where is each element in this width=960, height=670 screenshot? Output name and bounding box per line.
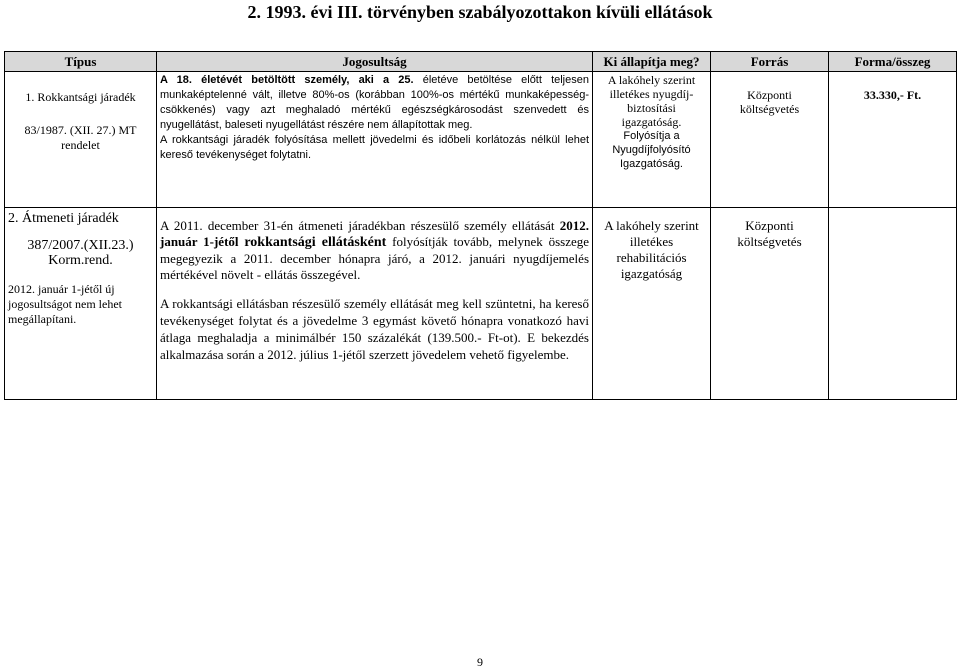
header-authority: Ki állapítja meg? <box>593 52 711 72</box>
row2-eligibility-rest: folyósítják tovább, melynek összege megegyezik a 2011. december hónapra járó, a 2012. januári nyugdíjemelés mértékével növelt - ellátás összegével. <box>160 234 590 282</box>
header-type: Típus <box>5 52 157 72</box>
row2-authority-cell <box>593 208 711 400</box>
table-header-row <box>5 52 957 72</box>
table-row <box>5 72 957 208</box>
row2-source-cell <box>711 208 829 400</box>
row2-authority-text: A lakóhely szerint illetékes rehabilitációs igazgatóság <box>604 218 699 281</box>
row1-eligibility-cell <box>157 72 593 208</box>
row1-eligibility-text: életéve betöltése előtt teljesen munkaképtelenné vált, illetve 80%-os (korábban 100%-os mértékű munkaképesség-csökkenés) vagy azt meghaladó mértékű egészségkárosodást szenvedett és nyugellátást, baleseti nyugellátást részére nem állapítottak meg. <box>160 74 589 131</box>
row2-type-note: 2012. január 1-jétől új jogosultságot nem lehet megállapítani. <box>8 282 122 326</box>
row2-amount-cell <box>829 208 957 400</box>
header-eligibility: Jogosultság <box>157 52 593 72</box>
row1-eligibility-note: A rokkantsági járadék folyósítása mellett jövedelmi és időbeli korlátozás nélkül lehet kereső tevékenységet folytatni. <box>160 134 589 161</box>
row1-authority-text: A lakóhely szerint illetékes nyugdíj-biztosítási igazgatóság. <box>607 73 696 129</box>
header-amount: Forma/összeg <box>829 52 957 72</box>
row2-type-cell <box>5 208 157 400</box>
table-row <box>5 208 957 400</box>
row1-source-cell <box>711 72 829 208</box>
row1-amount-cell <box>829 72 957 208</box>
row1-authority-cell <box>593 72 711 208</box>
header-source: Forrás <box>711 52 829 72</box>
page-number: 9 <box>477 655 483 669</box>
row1-source-text: Központi költségvetés <box>739 88 800 116</box>
row2-eligibility-intro: A 2011. december 31-én átmeneti járadékban részesülő személy ellátását <box>160 218 555 233</box>
row2-type-name: 2. Átmeneti járadék <box>8 211 119 226</box>
benefits-table <box>4 51 957 400</box>
row1-payer-text: Folyósítja a Nyugdíjfolyósító Igazgatóság. <box>612 130 691 170</box>
row1-eligibility-lead: A 18. életévét betöltött személy, aki a 25. <box>160 74 414 86</box>
row2-eligibility-cell <box>157 208 593 400</box>
row1-type-law: 83/1987. (XII. 27.) MT rendelet <box>24 123 137 152</box>
row2-type-law: 387/2007.(XII.23.) Korm.rend. <box>27 238 134 268</box>
row1-type-name: 1. Rokkantsági járadék <box>25 90 136 104</box>
row2-source-text: Központi költségvetés <box>737 218 802 249</box>
row1-amount-text: 33.330,- Ft. <box>863 88 922 102</box>
row2-eligibility-date: 2012. január 1-jétől <box>160 218 590 249</box>
row1-type-cell <box>5 72 157 208</box>
page-title: 2. 1993. évi III. törvényben szabályozottakon kívüli ellátások <box>247 2 713 22</box>
row2-eligibility-termination: A rokkantsági ellátásban részesülő személy ellátását meg kell szüntetni, ha kereső tevékenységet folytat és a jövedelme 3 egymást követő hónapra vonatkozó havi átlaga meghaladja a minimálbér 150 százalékát (139.500.- Ft-ot). E bekezdés alkalmazása során a 2012. július 1-jétől szerzett jövedelem vehető figyelembe. <box>160 296 589 362</box>
row2-eligibility-highlight: rokkantsági ellátásként <box>244 235 387 250</box>
